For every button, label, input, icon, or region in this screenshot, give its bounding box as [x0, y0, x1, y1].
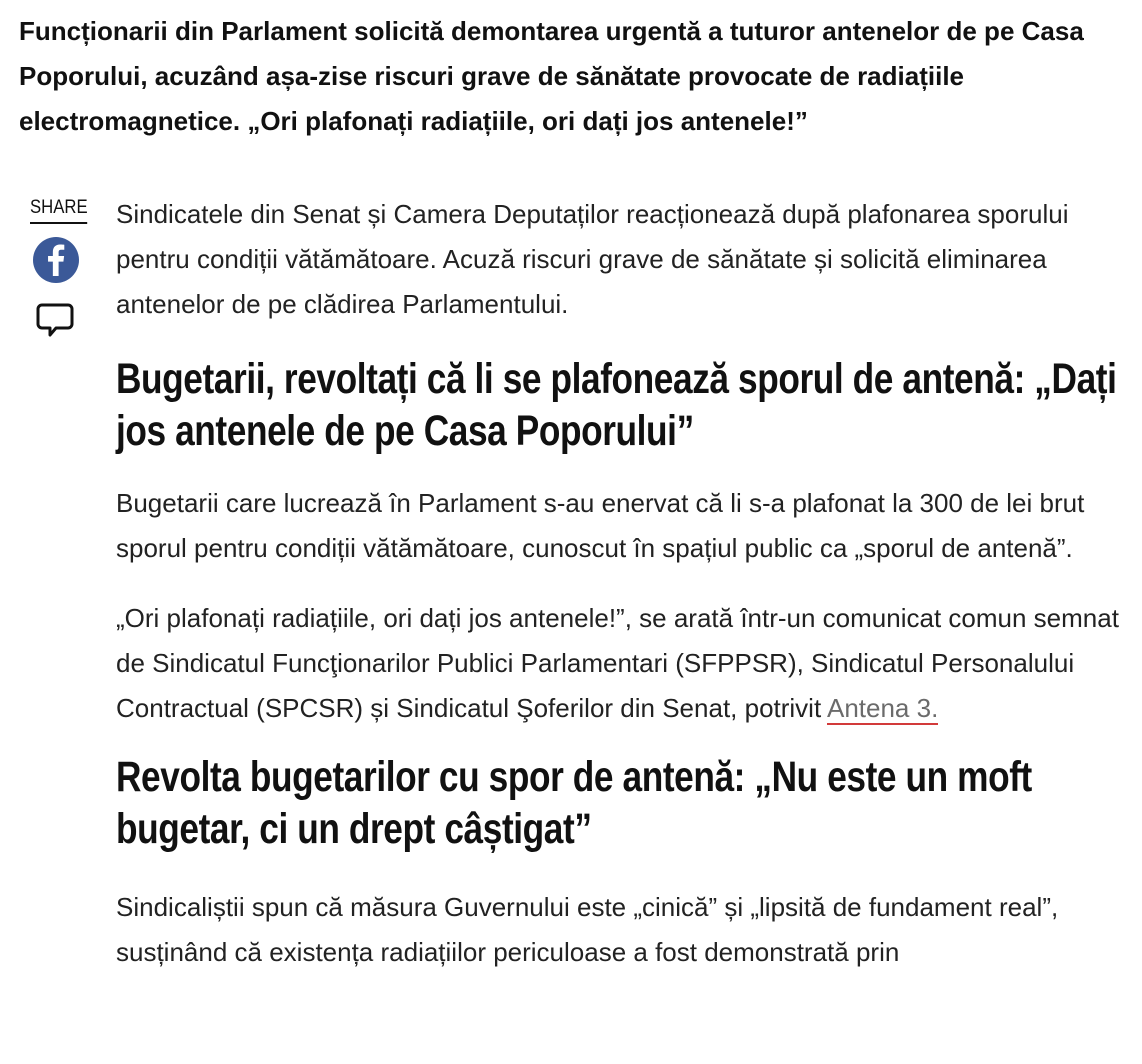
share-label: SHARE	[30, 196, 88, 224]
share-bar	[30, 196, 88, 340]
comment-icon[interactable]	[35, 302, 75, 340]
paragraph-1: Bugetarii care lucrează în Parlament s-au enervat că li s-a plafonat la 300 de lei brut sporul pentru condiții vătămătoare, cunoscut în spațiul public ca „sporul de antenă”.	[116, 488, 1085, 563]
article-body	[116, 192, 1142, 975]
facebook-icon[interactable]	[32, 236, 80, 284]
paragraph-2-text: „Ori plafonați radiațiile, ori dați jos antenele!”, se arată într-un comunicat comun semnat de Sindicatul Funcţionarilor Publici Parlamentari (SFPPSR), Sindicatul Personalului Contractual (SPCSR) și Sindicatul Şoferilor din Senat, potrivit	[116, 603, 1119, 723]
article-intro: Sindicatele din Senat și Camera Deputaților reacționează după plafonarea sporului pentru condiții vătămătoare. Acuză riscuri grave de sănătate și solicită eliminarea antenelor de pe clădirea Parlamentului.	[116, 199, 1069, 319]
source-link-antena3[interactable]: Antena 3.	[826, 693, 939, 723]
paragraph-3: Sindicaliștii spun că măsura Guvernului este „cinică” și „lipsită de fundament real”, susținând că existența radiațiilor periculoase a fost demonstrată prin	[116, 892, 1059, 967]
article-lead: Funcționarii din Parlament solicită demontarea urgentă a tuturor antenelor de pe Casa Poporului, acuzând așa-zise riscuri grave de sănătate provocate de radiațiile electromagnetice. „Ori plafonați radiațiile, ori dați jos antenele!”	[19, 16, 1084, 136]
section-heading-2: Revolta bugetarilor cu spor de antenă: „Nu este un moft bugetar, ci un drept câștigat”	[116, 753, 1032, 853]
section-heading-1: Bugetarii, revoltați că li se plafonează sporul de antenă: „Dați jos antenele de pe Casa Poporului”	[116, 355, 1117, 455]
paragraph-2	[116, 596, 1142, 731]
